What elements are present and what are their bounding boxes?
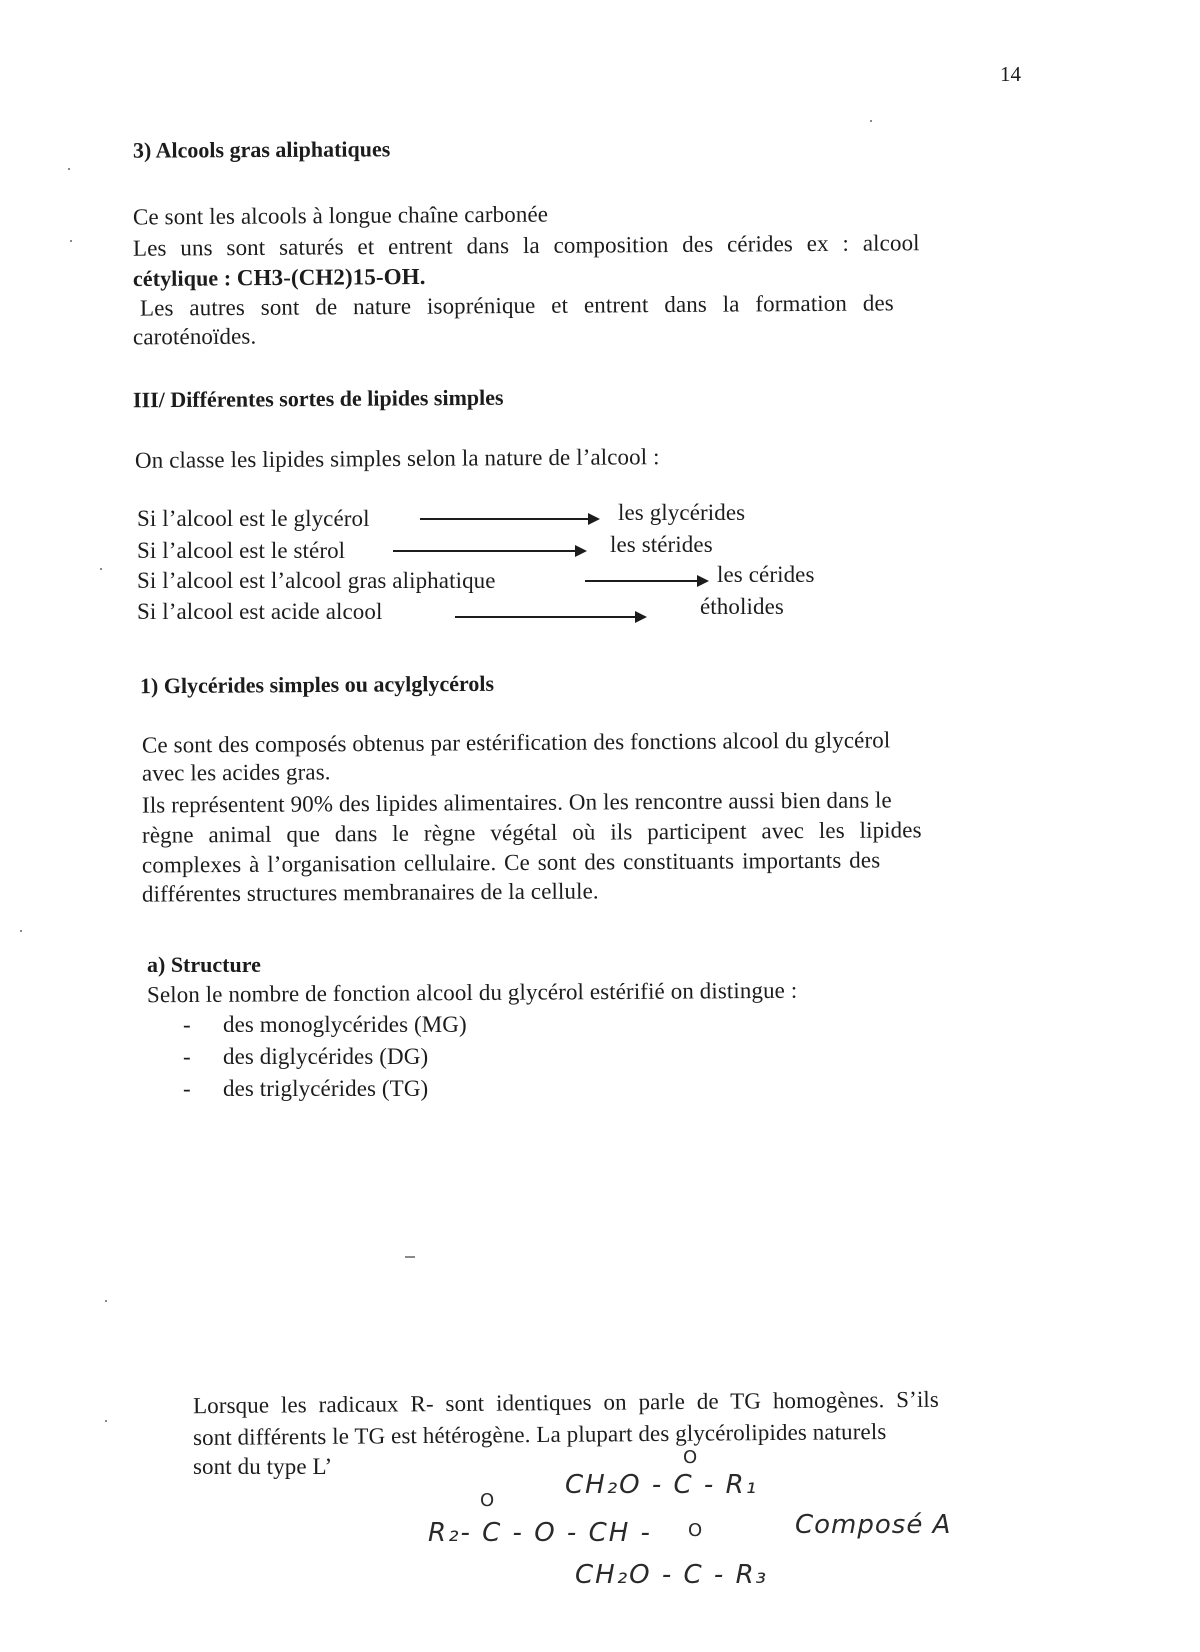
paragraph-line: caroténoïdes. [132, 323, 257, 350]
paragraph-line: sont du type L’ [193, 1454, 333, 1479]
list-item-text: des monoglycérides (MG) [223, 1012, 467, 1037]
oxygen-mark: O [480, 1490, 495, 1511]
paragraph-line: Ce sont des composés obtenus par estérification des fonctions alcool du glycérol [141, 727, 891, 758]
classification-condition: Si l’alcool est le stérol [137, 538, 346, 563]
arrow-icon [455, 616, 645, 618]
paragraph-line: différentes structures membranaires de la cellule. [141, 878, 599, 907]
section-heading-sortes: III/ Différentes sortes de lipides simples [132, 384, 504, 413]
paragraph-line: avec les acides gras. [141, 759, 331, 786]
section-heading-glycerides: 1) Glycérides simples ou acylglycérols [139, 670, 495, 699]
classification-condition: Si l’alcool est acide alcool [137, 599, 383, 624]
list-item-text: des diglycérides (DG) [223, 1044, 429, 1069]
oxygen-mark: O [683, 1447, 698, 1468]
section-heading-alcools: 3) Alcools gras aliphatiques [132, 136, 391, 163]
handwritten-formula-line: R₂- C - O - CH - [428, 1518, 652, 1548]
bullet: - [183, 1044, 191, 1069]
classification-condition: Si l’alcool est l’alcool gras aliphatique [137, 568, 496, 593]
compound-label: Composé A [795, 1510, 952, 1540]
scan-speck [68, 168, 70, 170]
classification-result: étholides [700, 594, 784, 619]
list-item [183, 1012, 467, 1038]
arrow-icon [585, 580, 707, 582]
scan-speck [20, 930, 22, 932]
arrow-icon [393, 550, 585, 552]
paragraph-line: On classe les lipides simples selon la nature de l’alcool : [134, 444, 660, 473]
bullet: - [183, 1012, 191, 1037]
classification-condition: Si l’alcool est le glycérol [137, 506, 370, 531]
paragraph-line: Les autres sont de nature isoprénique et entrent dans la formation des [139, 290, 894, 321]
paragraph-line: sont différents le TG est hétérogène. La plupart des glycérolipides naturels [192, 1418, 887, 1451]
section-heading-structure: a) Structure [147, 952, 261, 977]
paragraph-line: règne animal que dans le règne végétal où ils participent avec les lipides [141, 817, 922, 848]
paragraph-line: Ce sont les alcools à longue chaîne carbonée [132, 201, 549, 230]
page-number: 14 [1000, 62, 1021, 86]
classification-result: les glycérides [618, 500, 746, 525]
paragraph-line: complexes à l’organisation cellulaire. Ce sont des constituants importants des [141, 847, 881, 878]
handwritten-formula-line: CH₂O - C - R₃ [575, 1560, 769, 1590]
handwritten-formula-line: CH₂O - C - R₁ [565, 1470, 759, 1500]
paragraph-line: Ils représentent 90% des lipides alimentaires. On les rencontre aussi bien dans le [141, 787, 892, 818]
classification-result: les stérides [610, 532, 713, 557]
oxygen-mark: O [688, 1520, 703, 1541]
bullet: - [183, 1076, 191, 1101]
scan-speck [105, 1420, 107, 1422]
scan-speck [405, 1256, 415, 1258]
scan-speck [105, 1300, 107, 1302]
formula-line [133, 264, 426, 292]
list-item [183, 1076, 428, 1102]
paragraph-line: Lorsque les radicaux R- sont identiques on parle de TG homogènes. S’ils [192, 1386, 940, 1419]
formula-label: cétylique : [132, 265, 237, 292]
paragraph-line: Selon le nombre de fonction alcool du glycérol estérifié on distingue : [146, 977, 798, 1008]
scan-speck [100, 568, 102, 570]
list-item-text: des triglycérides (TG) [223, 1076, 429, 1101]
scan-speck [870, 120, 872, 122]
arrow-icon [420, 518, 598, 520]
classification-result: les cérides [717, 562, 815, 587]
chemical-formula: CH3-(CH2)15-OH. [236, 263, 426, 291]
scan-speck [70, 240, 72, 242]
list-item [183, 1044, 428, 1070]
paragraph-line: Les uns sont saturés et entrent dans la composition des cérides ex : alcool [132, 230, 920, 261]
